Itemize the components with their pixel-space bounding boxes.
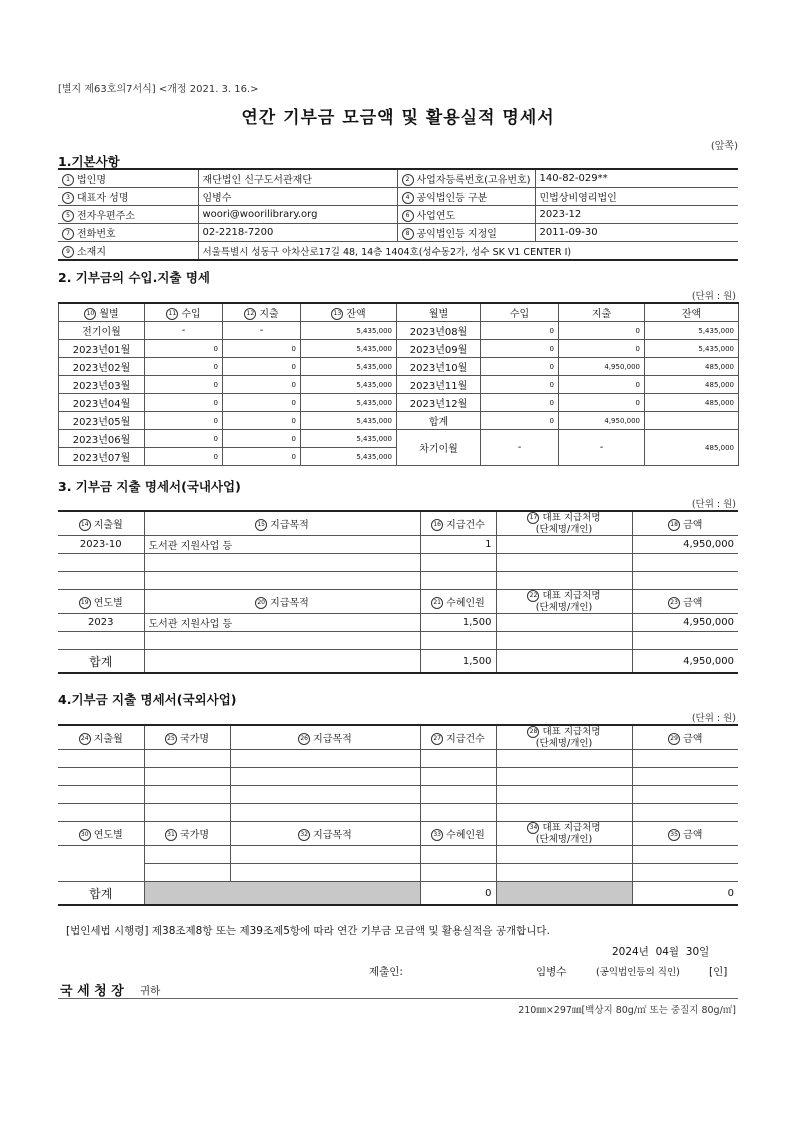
month-cell: 2023년12월 [409,399,468,410]
domestic-row [58,632,738,650]
balance-cell: 5,435,000 [356,434,392,443]
item-number-badge: 31 [165,829,177,841]
col-header: 국가명 [180,734,209,745]
total-amount: 0 [727,887,734,899]
recipient: 국 세 청 장 [60,984,124,999]
col-header: 대표 지급처명 [542,822,601,834]
amount-cell: 4,950,000 [683,539,734,550]
foreign-row [58,864,738,882]
paper-spec: 210㎜×297㎜[백상지 80g/㎡ 또는 중질지 80g/㎡] [518,1005,736,1016]
basic-value: 재단법인 신구도서관재단 [202,175,312,186]
basic-value: 02-2218-7200 [202,227,274,238]
income-cell: 0 [549,416,554,425]
total-label: 합계 [89,886,113,901]
balance-cell: 5,435,000 [356,398,392,407]
address-label: 소재지 [77,247,106,258]
basic-label: 공익법인등 구분 [416,193,488,204]
basic-value: woori@woorilibrary.org [202,209,318,220]
basic-value: 임병수 [202,193,232,204]
col-header: 대표 지급처명 [542,590,601,602]
basic-label: 대표자 성명 [77,193,129,204]
item-number-badge: 29 [668,733,680,745]
item-number-badge: 33 [431,829,443,841]
item-number-badge: 16 [431,519,443,531]
foreign-total-row [58,882,738,906]
balance-cell: 5,435,000 [356,362,392,371]
basic-label: 전화번호 [77,229,116,240]
expense-cell: 0 [635,398,640,407]
month-cell: 2023년06월 [72,435,131,446]
col-header-sub: (단체명/개인) [535,738,593,749]
basic-row-address [58,242,738,261]
income-cell: 0 [549,344,554,353]
item-number-badge: 24 [79,733,91,745]
item-number-badge: 22 [527,590,539,602]
date-year: 2024년 [612,946,649,958]
page-title: 연간 기부금 모금액 및 활용실적 명세서 [241,108,555,128]
income-cell: 0 [213,398,218,407]
col-header: 지출월 [93,520,123,531]
balance-cell: 5,435,000 [698,344,734,353]
balance-cell: 5,435,000 [356,344,392,353]
total-label: 합계 [89,654,113,669]
flow-row [59,376,739,394]
basic-row [58,169,738,188]
foreign-header-row [58,822,738,846]
col-header: 잔액 [346,309,366,320]
col-header: 지출 [591,309,612,320]
foreign-row [58,846,738,864]
col-header: 수입 [181,309,201,320]
basic-value: 민법상비영리법인 [539,193,617,204]
item-number-badge: 30 [79,829,91,841]
col-header: 지급목적 [270,598,309,609]
expense-cell: 0 [291,344,296,353]
expense-cell: - [259,325,264,336]
col-header: 금액 [683,598,703,609]
item-number-badge: 14 [79,519,91,531]
item-number-badge: 15 [255,519,267,531]
foreign-row [58,804,738,822]
footer-divider [58,998,738,999]
amount-cell: 4,950,000 [683,617,734,628]
submitter-label: 제출인: [369,966,403,978]
basic-label: 법인명 [77,175,106,186]
purpose-cell: 도서관 지원사업 등 [148,541,233,552]
foreign-table [58,724,738,906]
item-number-badge: 12 [244,308,256,320]
col-header: 지급목적 [313,734,352,745]
flow-row [59,322,739,340]
flow-header-row [59,303,739,322]
col-header: 월별 [428,309,449,320]
domestic-row [58,572,738,590]
item-number-badge: 21 [431,597,443,609]
expense-cell: 4,950,000 [604,362,640,371]
col-header: 지출 [259,309,279,320]
expense-cell: 0 [291,434,296,443]
col-header: 국가명 [180,830,209,841]
month-cell: 2023년09월 [409,345,468,356]
income-cell: 0 [213,434,218,443]
period-cell: 2023-10 [79,539,122,550]
item-number-badge: 2 [402,174,414,186]
flow-row [59,358,739,376]
basic-label: 공익법인등 지정일 [416,229,497,240]
item-number-badge: 35 [668,829,680,841]
domestic-header-row [58,590,738,614]
month-cell: 2023년05월 [72,417,131,428]
item-number-badge: 20 [255,597,267,609]
income-cell: 0 [549,362,554,371]
month-cell: 2023년03월 [72,381,131,392]
basic-value: 2023-12 [539,209,582,220]
foreign-header-row [58,725,738,750]
item-number-badge: 11 [166,308,178,320]
section-basic-title: 1.기본사항 [58,154,120,169]
item-number-badge: 6 [402,210,414,222]
basic-label: 사업자등록번호(고유번호) [416,175,531,186]
domestic-row [58,554,738,572]
section-domestic-title: 3. 기부금 지출 명세서(국내사업) [58,479,241,494]
col-header: 대표 지급처명 [542,726,601,738]
item-number-badge: 5 [62,210,74,222]
flow-table [58,302,739,466]
col-header: 대표 지급처명 [542,512,601,524]
submitter-role: (공익법인등의 직인) [596,967,680,978]
carry-balance: 485,000 [705,443,734,452]
col-header: 지급건수 [446,520,485,531]
total-amount: 4,950,000 [683,655,734,667]
foreign-row [58,786,738,804]
flow-row [59,340,739,358]
month-cell: 합계 [428,417,449,428]
item-number-badge: 4 [402,192,414,204]
balance-cell: 5,435,000 [356,452,392,461]
month-cell: 2023년02월 [72,363,131,374]
item-number-badge: 28 [527,726,539,738]
col-header: 잔액 [681,309,702,320]
law-reference: [법인세법 시행령] 제38조제8항 또는 제39조제5항에 따라 연간 기부금 모금액 및 활용실적을 공개합니다. [66,925,550,937]
date-day: 30일 [685,946,710,958]
balance-cell: 5,435,000 [356,380,392,389]
income-cell: 0 [549,398,554,407]
item-number-badge: 19 [79,597,91,609]
recipient-suffix: 귀하 [140,985,161,997]
item-number-badge: 13 [331,308,343,320]
item-number-badge: 17 [527,512,539,524]
income-cell: 0 [213,362,218,371]
month-cell: 2023년08월 [409,327,468,338]
col-header: 수혜인원 [446,830,485,841]
basic-label: 전자우편주소 [77,211,135,222]
total-count: 0 [485,887,492,899]
date-month: 04월 [655,946,680,958]
period-cell: 2023 [88,617,114,628]
expense-cell: 0 [291,380,296,389]
expense-cell: 4,950,000 [604,416,640,425]
foreign-unit: (단위 : 원) [691,713,736,724]
expense-cell: 0 [291,452,296,461]
basic-row [58,188,738,206]
month-cell: 2023년10월 [409,363,468,374]
income-cell: 0 [213,416,218,425]
item-number-badge: 3 [62,192,74,204]
purpose-cell: 도서관 지원사업 등 [148,619,233,630]
month-cell: 2023년01월 [72,345,131,356]
balance-cell: 5,435,000 [698,326,734,335]
item-number-badge: 25 [165,733,177,745]
col-header: 연도별 [93,598,123,609]
col-header: 금액 [683,520,703,531]
domestic-total-row [58,650,738,674]
section-flow-title: 2. 기부금의 수입.지출 명세 [58,270,211,285]
col-header: 수입 [509,309,530,320]
item-number-badge: 7 [62,228,74,240]
income-cell: 0 [213,344,218,353]
basic-value: 140-82-029** [539,173,608,184]
count-cell: 1,500 [462,617,492,628]
item-number-badge: 9 [62,246,74,258]
item-number-badge: 10 [84,308,96,320]
count-cell: 1 [485,539,492,550]
item-number-badge: 32 [298,829,310,841]
income-cell: 0 [213,452,218,461]
col-header: 연도별 [93,830,123,841]
balance-cell: 485,000 [705,398,734,407]
domestic-table [58,510,738,674]
foreign-row [58,768,738,786]
expense-cell: 0 [635,326,640,335]
col-header: 월별 [99,309,119,320]
item-number-badge: 34 [527,822,539,834]
month-cell: 2023년07월 [72,453,131,464]
col-header: 지출월 [93,734,123,745]
domestic-unit: (단위 : 원) [691,499,736,510]
flow-row [59,394,739,412]
income-cell: 0 [549,380,554,389]
balance-cell: 5,435,000 [356,416,392,425]
domestic-header-row [58,511,738,536]
income-cell: - [181,325,186,336]
basic-label: 사업연도 [416,211,456,222]
col-header-sub: (단체명/개인) [535,834,593,845]
flow-row [59,412,739,430]
col-header-sub: (단체명/개인) [535,524,593,535]
balance-cell: 5,435,000 [356,326,392,335]
item-number-badge: 26 [298,733,310,745]
address-value: 서울특별시 성동구 아차산로17길 48, 14층 1404호(성수동2가, 성수 SK V1 CENTER I) [202,246,572,258]
expense-cell: 0 [291,416,296,425]
carry-expense: - [599,442,604,453]
basic-info-table [58,168,738,261]
col-header: 지급목적 [313,830,352,841]
item-number-badge: 1 [62,174,74,186]
month-cell: 2023년04월 [72,399,131,410]
col-header: 지급목적 [270,520,309,531]
col-header: 금액 [683,734,703,745]
expense-cell: 0 [635,344,640,353]
month-cell: 2023년11월 [409,381,468,392]
domestic-row [58,536,738,554]
income-cell: 0 [549,326,554,335]
col-header: 금액 [683,830,703,841]
basic-value: 2011-09-30 [539,227,598,238]
foreign-row [58,750,738,768]
item-number-badge: 23 [668,597,680,609]
flow-row [59,430,739,448]
month-cell: 전기이월 [82,327,121,338]
date-line [612,944,709,959]
basic-row [58,206,738,224]
form-number: [별지 제63호의7서식] <개정 2021. 3. 16.> [58,84,259,95]
expense-cell: 0 [635,380,640,389]
domestic-row [58,614,738,632]
item-number-badge: 27 [431,733,443,745]
col-header: 지급건수 [446,734,485,745]
expense-cell: 0 [291,398,296,407]
item-number-badge: 8 [402,228,414,240]
total-count: 1,500 [462,655,492,667]
expense-cell: 0 [291,362,296,371]
balance-cell: 485,000 [705,380,734,389]
carry-label: 차기이월 [419,444,458,455]
basic-row [58,224,738,242]
flow-unit: (단위 : 원) [691,291,736,302]
col-header-sub: (단체명/개인) [535,602,593,613]
col-header: 수혜인원 [446,598,485,609]
balance-cell: 485,000 [705,362,734,371]
section-foreign-title: 4.기부금 지출 명세서(국외사업) [58,692,237,707]
seal-mark: [인] [709,966,728,978]
carry-income: - [517,442,522,453]
page-side-label: (앞쪽) [710,141,738,152]
income-cell: 0 [213,380,218,389]
submitter-name: 임병수 [536,966,567,978]
item-number-badge: 18 [668,519,680,531]
